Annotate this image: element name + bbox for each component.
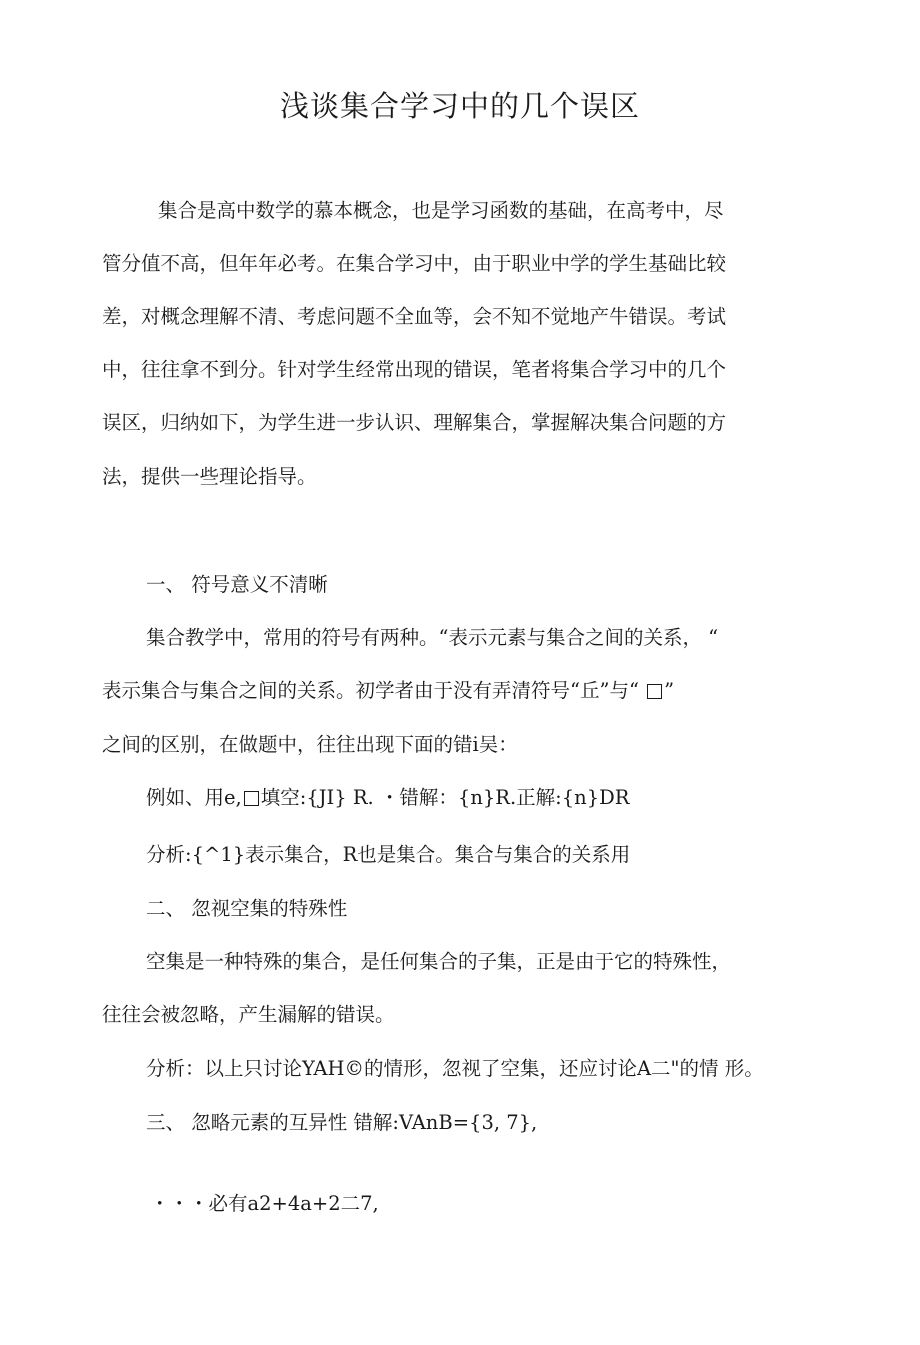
paragraph-line: 空集是一种特殊的集合，是任何集合的子集，正是由于它的特殊性， (146, 950, 732, 973)
paragraph-line (102, 677, 674, 705)
document-title: 浅谈集合学习中的几个误区 (279, 89, 640, 123)
analysis-line: 分析：以上只讨论YAH©的情形，忽视了空集，还应讨论A二"的情 形。 (146, 1057, 764, 1080)
section-heading: 三、 忽略元素的互异性 错解:VAnB={3, 7}, (146, 1111, 538, 1134)
paragraph-line: 之间的区别，在做题中，往往出现下面的错i吴： (102, 733, 518, 756)
example-suffix: 填空:{JI} R. ・错解：{n}R.正解:{n}DR (260, 786, 630, 809)
paragraph-text: 表示集合与集合之间的关系。初学者由于没有弄清符号“丘”与“ (102, 679, 639, 702)
intro-line: 集合是高中数学的慕本概念，也是学习函数的基础，在高考中，尽 (158, 199, 724, 222)
section-heading: 一、 符号意义不清晰 (146, 573, 328, 596)
intro-line: 法，提供一些理论指导。 (102, 465, 317, 488)
close-quote: ” (664, 679, 675, 702)
example-line (146, 784, 629, 812)
paragraph-line: 往往会被忽略，产生漏解的错误。 (102, 1003, 395, 1026)
analysis-line: 分析:{^1}表示集合，R也是集合。集合与集合的关系用 (146, 843, 631, 866)
intro-line: 中，往往拿不到分。针对学生经常出现的错误，笔者将集合学习中的几个 (102, 358, 727, 381)
symbol-box (244, 791, 259, 806)
intro-line: 误区，归纳如下，为学生进一步认识、理解集合，掌握解决集合问题的方 (102, 411, 727, 434)
symbol-box (647, 684, 662, 699)
equation-line: ・・・必有a2+4a+2二7, (150, 1192, 379, 1215)
intro-line: 差，对概念理解不清、考虑问题不全血等，会不知不觉地产牛错误。考试 (102, 305, 727, 328)
example-prefix: 例如、用e, (146, 786, 242, 809)
paragraph-line: 集合教学中，常用的符号有两种。“表示元素与集合之间的关系， “ (146, 626, 719, 649)
section-heading: 二、 忽视空集的特殊性 (146, 897, 348, 920)
intro-line: 管分值不高，但年年必考。在集合学习中，由于职业中学的学生基础比较 (102, 252, 727, 275)
